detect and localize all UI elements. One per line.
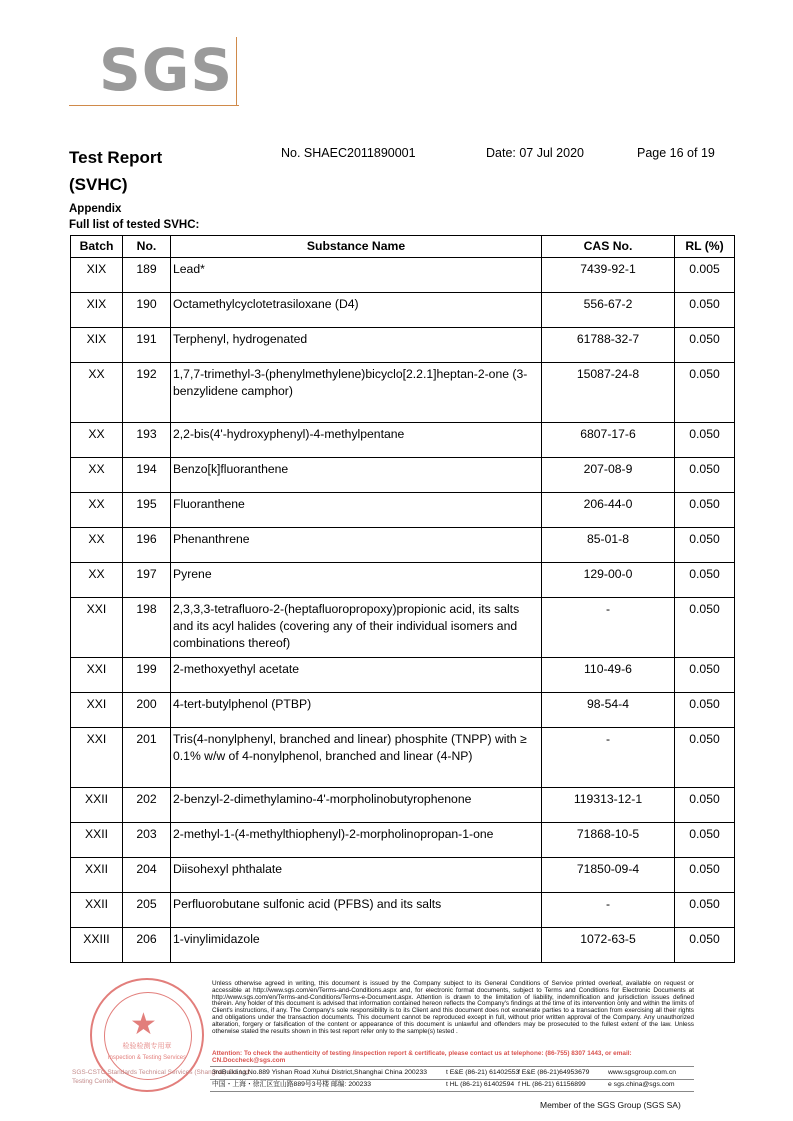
- cell-batch: XX: [71, 563, 123, 598]
- address-cn: 中国・上海・徐汇区宜山路889号3号楼 邮编: 200233: [212, 1081, 372, 1088]
- col-header-cas: CAS No.: [542, 236, 675, 258]
- cell-substance-name: Octamethylcyclotetrasiloxane (D4): [171, 293, 542, 328]
- appendix-subtitle: Full list of tested SVHC:: [69, 219, 200, 231]
- seal-text-en: Inspection & Testing Services: [107, 1055, 187, 1061]
- cell-no: 201: [123, 728, 171, 788]
- report-number: No. SHAEC2011890001: [281, 146, 416, 160]
- cell-batch: XXII: [71, 823, 123, 858]
- fax-en: f E&E (86-21)64953679: [518, 1069, 590, 1076]
- phone-en: t E&E (86-21) 61402553: [446, 1069, 520, 1076]
- cell-substance-name: 1,7,7-trimethyl-3-(phenylmethylene)bicyclo[2.2.1]heptan-2-one (3-benzylidene camphor): [171, 363, 542, 423]
- cell-rl: 0.050: [675, 788, 735, 823]
- appendix-label: Appendix: [69, 203, 122, 215]
- report-date: Date: 07 Jul 2020: [486, 146, 584, 160]
- footer-divider-bottom: [210, 1091, 694, 1092]
- cell-cas-no: 61788-32-7: [542, 328, 675, 363]
- footer-divider-top: [210, 1066, 694, 1067]
- seal-company-text: SGS-CSTC Standards Technical Services (Shanghai) Co.,Ltd.: [72, 1069, 251, 1076]
- cell-batch: XXII: [71, 858, 123, 893]
- cell-no: 197: [123, 563, 171, 598]
- cell-no: 203: [123, 823, 171, 858]
- cell-batch: XXII: [71, 893, 123, 928]
- cell-no: 196: [123, 528, 171, 563]
- cell-batch: XX: [71, 528, 123, 563]
- cell-substance-name: 2-benzyl-2-dimethylamino-4'-morpholinobutyrophenone: [171, 788, 542, 823]
- cell-rl: 0.005: [675, 258, 735, 293]
- cell-cas-no: 119313-12-1: [542, 788, 675, 823]
- table-row: [71, 493, 735, 528]
- cell-cas-no: 1072-63-5: [542, 928, 675, 963]
- cell-cas-no: 71868-10-5: [542, 823, 675, 858]
- cell-cas-no: 207-08-9: [542, 458, 675, 493]
- table-row: [71, 658, 735, 693]
- cell-cas-no: 85-01-8: [542, 528, 675, 563]
- footer-divider-mid: [210, 1079, 694, 1080]
- page-number: Page 16 of 19: [637, 146, 715, 160]
- table-row: [71, 693, 735, 728]
- cell-rl: 0.050: [675, 658, 735, 693]
- cell-batch: XXI: [71, 693, 123, 728]
- cell-rl: 0.050: [675, 328, 735, 363]
- cell-no: 189: [123, 258, 171, 293]
- cell-cas-no: 110-49-6: [542, 658, 675, 693]
- cell-no: 191: [123, 328, 171, 363]
- cell-substance-name: Lead*: [171, 258, 542, 293]
- table-row: [71, 728, 735, 788]
- cell-rl: 0.050: [675, 423, 735, 458]
- cell-substance-name: 2,3,3,3-tetrafluoro-2-(heptafluoropropoxy)propionic acid, its salts and its acyl halides (covering any of their individual isomers and combinations thereof): [171, 598, 542, 658]
- cell-no: 200: [123, 693, 171, 728]
- cell-rl: 0.050: [675, 598, 735, 658]
- cell-no: 202: [123, 788, 171, 823]
- table-row: [71, 363, 735, 423]
- seal-text-cn: 检验检测专用章: [122, 1043, 172, 1050]
- report-title-line2: (SVHC): [69, 175, 128, 194]
- cell-no: 199: [123, 658, 171, 693]
- cell-substance-name: 4-tert-butylphenol (PTBP): [171, 693, 542, 728]
- cell-rl: 0.050: [675, 693, 735, 728]
- cell-substance-name: Diisohexyl phthalate: [171, 858, 542, 893]
- cell-rl: 0.050: [675, 363, 735, 423]
- email: e sgs.china@sgs.com: [608, 1081, 675, 1088]
- cell-cas-no: -: [542, 893, 675, 928]
- cell-cas-no: -: [542, 598, 675, 658]
- cell-rl: 0.050: [675, 893, 735, 928]
- table-row: [71, 858, 735, 893]
- cell-cas-no: 15087-24-8: [542, 363, 675, 423]
- table-row: [71, 458, 735, 493]
- cell-rl: 0.050: [675, 928, 735, 963]
- legal-disclaimer: Unless otherwise agreed in writing, this document is issued by the Company subject to its General Conditions of Service printed overleaf, available on request or accessible at http://www.sgs.com/en/Terms-and-Conditions.aspx and, for electronic format documents, subject to Terms and Conditions for Electronic Documents at http://www.sgs.com/en/Terms-and-Conditions/Terms-e-Document.aspx. Attention is drawn to the limitation of liability, indemnification and jurisdiction issues defined therein. Any holder of this document is advised that information contained hereon reflects the Company's findings at the time of its intervention only and within the limits of Client's instructions, if any. The Company's sole responsibility is to its Client and this document does not exonerate parties to a transaction from exercising all their rights and obligations under the transaction documents. This document cannot be reproduced except in full, without prior written approval of the Company. Any unauthorized alteration, forgery or falsification of the content or appearance of this document is unlawful and offenders may be prosecuted to the fullest extent of the law. Unless otherwise stated the results shown in this test report refer only to the sample(s) tested .: [212, 980, 694, 1035]
- seal-center-text: Testing Center: [72, 1078, 114, 1085]
- star-icon: ★: [130, 1008, 157, 1041]
- cell-batch: XIX: [71, 258, 123, 293]
- cell-substance-name: 2-methyl-1-(4-methylthiophenyl)-2-morpholinopropan-1-one: [171, 823, 542, 858]
- cell-cas-no: 556-67-2: [542, 293, 675, 328]
- cell-substance-name: Pyrene: [171, 563, 542, 598]
- table-row: [71, 528, 735, 563]
- cell-cas-no: 98-54-4: [542, 693, 675, 728]
- authenticity-notice: Attention: To check the authenticity of testing /inspection report & certificate, please contact us at telephone: (86-755) 8307 1443, or email: CN.Doccheck@sgs.com: [212, 1050, 632, 1064]
- cell-rl: 0.050: [675, 493, 735, 528]
- cell-batch: XXII: [71, 788, 123, 823]
- cell-batch: XX: [71, 363, 123, 423]
- cell-substance-name: 2-methoxyethyl acetate: [171, 658, 542, 693]
- cell-substance-name: Fluoranthene: [171, 493, 542, 528]
- table-header-row: [71, 236, 735, 258]
- cell-rl: 0.050: [675, 823, 735, 858]
- cell-no: 195: [123, 493, 171, 528]
- cell-substance-name: Phenanthrene: [171, 528, 542, 563]
- logo-line-horizontal: [69, 105, 239, 106]
- report-title: [69, 144, 162, 198]
- page-footer: [0, 960, 793, 1121]
- sgs-logo-text: SGS: [99, 36, 234, 104]
- cell-batch: XXIII: [71, 928, 123, 963]
- col-header-no: No.: [123, 236, 171, 258]
- cell-batch: XIX: [71, 328, 123, 363]
- cell-rl: 0.050: [675, 858, 735, 893]
- report-title-line1: Test Report: [69, 148, 163, 167]
- cell-substance-name: Perfluorobutane sulfonic acid (PFBS) and its salts: [171, 893, 542, 928]
- cell-no: 194: [123, 458, 171, 493]
- table-row: [71, 788, 735, 823]
- cell-rl: 0.050: [675, 528, 735, 563]
- table-row: [71, 928, 735, 963]
- appendix-heading: [69, 201, 199, 233]
- cell-rl: 0.050: [675, 293, 735, 328]
- table-row: [71, 328, 735, 363]
- sgs-logo: [69, 37, 239, 109]
- cell-batch: XXI: [71, 728, 123, 788]
- cell-rl: 0.050: [675, 458, 735, 493]
- table-row: [71, 423, 735, 458]
- cell-no: 198: [123, 598, 171, 658]
- cell-no: 193: [123, 423, 171, 458]
- cell-no: 206: [123, 928, 171, 963]
- table-row: [71, 563, 735, 598]
- member-statement: Member of the SGS Group (SGS SA): [540, 1100, 681, 1110]
- phone-cn: t HL (86-21) 61402594: [446, 1081, 515, 1088]
- cell-substance-name: 2,2-bis(4'-hydroxyphenyl)-4-methylpentane: [171, 423, 542, 458]
- cell-cas-no: 71850-09-4: [542, 858, 675, 893]
- cell-substance-name: Benzo[k]fluoranthene: [171, 458, 542, 493]
- cell-no: 205: [123, 893, 171, 928]
- cell-batch: XX: [71, 493, 123, 528]
- cell-batch: XX: [71, 458, 123, 493]
- cell-cas-no: 7439-92-1: [542, 258, 675, 293]
- website: www.sgsgroup.com.cn: [608, 1069, 676, 1076]
- col-header-substance: Substance Name: [171, 236, 542, 258]
- cell-batch: XX: [71, 423, 123, 458]
- cell-cas-no: 6807-17-6: [542, 423, 675, 458]
- cell-cas-no: 129-00-0: [542, 563, 675, 598]
- table-row: [71, 293, 735, 328]
- cell-rl: 0.050: [675, 563, 735, 598]
- cell-substance-name: Terphenyl, hydrogenated: [171, 328, 542, 363]
- cell-cas-no: -: [542, 728, 675, 788]
- cell-no: 204: [123, 858, 171, 893]
- table-row: [71, 598, 735, 658]
- table-body: [71, 258, 735, 963]
- col-header-batch: Batch: [71, 236, 123, 258]
- cell-batch: XIX: [71, 293, 123, 328]
- address-en: 3rdBuilding,No.889 Yishan Road Xuhui District,Shanghai China 200233: [212, 1069, 428, 1076]
- cell-substance-name: Tris(4-nonylphenyl, branched and linear) phosphite (TNPP) with ≥ 0.1% w/w of 4-nonylphenol, branched and linear (4-NP): [171, 728, 542, 788]
- col-header-rl: RL (%): [675, 236, 735, 258]
- logo-line-vertical: [236, 37, 237, 106]
- cell-no: 192: [123, 363, 171, 423]
- cell-cas-no: 206-44-0: [542, 493, 675, 528]
- table-row: [71, 893, 735, 928]
- cell-batch: XXI: [71, 598, 123, 658]
- cell-batch: XXI: [71, 658, 123, 693]
- cell-rl: 0.050: [675, 728, 735, 788]
- table-row: [71, 258, 735, 293]
- fax-cn: f HL (86-21) 61156899: [518, 1081, 586, 1088]
- table-row: [71, 823, 735, 858]
- cell-substance-name: 1-vinylimidazole: [171, 928, 542, 963]
- cell-no: 190: [123, 293, 171, 328]
- svhc-table: [70, 235, 735, 963]
